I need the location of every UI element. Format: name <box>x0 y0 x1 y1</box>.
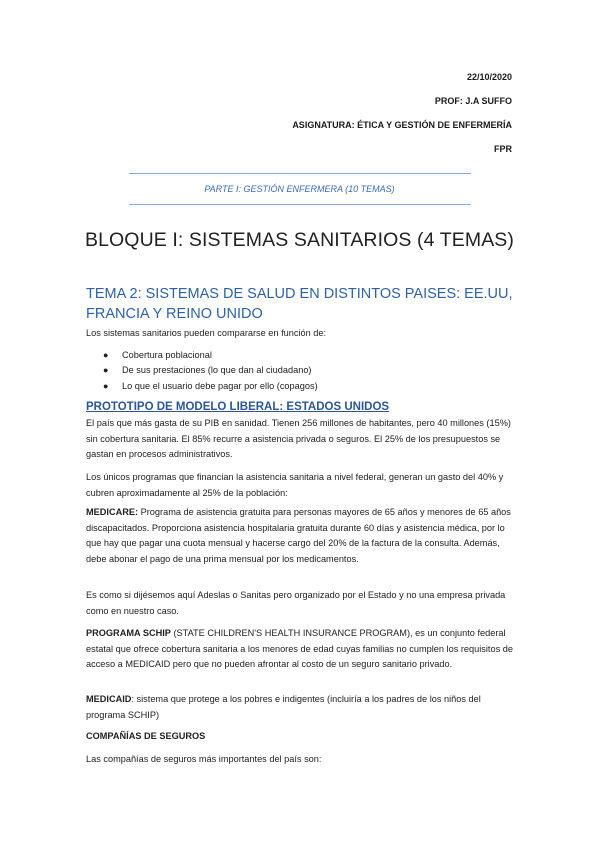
bottom-divider <box>129 204 471 205</box>
bullet-icon: ● <box>103 380 109 391</box>
list-item: ● De sus prestaciones (lo que dan al ciudadano) <box>103 363 318 378</box>
bullet-icon: ● <box>103 365 109 376</box>
header-date: 22/10/2020 <box>466 72 512 82</box>
header-subject: ASIGNATURA: ÉTICA Y GESTIÓN DE ENFERMERÍA <box>292 120 512 130</box>
paragraph-insurers: Las compañías de seguros más importantes del país son: <box>86 754 322 764</box>
header-professor: PROF: J.A SUFFO <box>434 96 512 106</box>
medicare-label: MEDICARE: <box>86 507 139 517</box>
intro-text: Los sistemas sanitarios pueden compararse en función de: <box>86 328 327 338</box>
part-title: PARTE I: GESTIÓN ENFERMERA (10 TEMAS) <box>204 184 395 194</box>
list-item: ● Lo que el usuario debe pagar por ello (copagos) <box>103 379 318 394</box>
section-title: PROTOTIPO DE MODELO LIBERAL: ESTADOS UNIDOS <box>86 401 390 413</box>
criteria-list <box>103 348 318 394</box>
paragraph-medicaid: MEDICAID: sistema que protege a los pobres e indigentes (incluiría a los padres de los niños del programa SCHIP) <box>86 694 481 720</box>
list-item: ● Cobertura poblacional <box>103 348 318 363</box>
schip-label: PROGRAMA SCHIP <box>86 628 171 638</box>
paragraph-medicare: MEDICARE: Programa de asistencia gratuita para personas mayores de 65 años y menores de 65 años discapacitados. Proporciona asistencia hospitalaria gratuita durante 60 días y asistencia médica, por lo que hay que pagar una cuota mensual y hacerse cargo del 20% de la factura de la consulta. Además, debe abonar el pago de una prima mensual por los medicamentos. <box>86 507 511 564</box>
top-divider <box>129 173 471 174</box>
paragraph-comparison: Es como si dijésemos aquí Adeslas o Sanitas pero organizado por el Estado y no una empresa privada como en nuestro caso. <box>86 590 506 616</box>
paragraph-federal-programs: Los únicos programas que financian la asistencia sanitaria a nivel federal, generan un gasto del 40% y cubren aproximadamente al 25% de la población: <box>86 472 504 498</box>
topic-title: TEMA 2: SISTEMAS DE SALUD EN DISTINTOS PAISES: EE.UU, FRANCIA Y REINO UNIDO <box>86 286 513 322</box>
medicaid-label: MEDICAID <box>86 694 132 704</box>
paragraph-spending: El país que más gasta de su PIB en sanidad. Tienen 256 millones de habitantes, pero 40 millones (15%) sin cobertura sanitaria. El 85% recurre a asistencia privada o seguros. El 25% de los presupuestos se gastan en procesos administrativos. <box>86 418 511 459</box>
paragraph-schip: PROGRAMA SCHIP (STATE CHILDREN'S HEALTH INSURANCE PROGRAM), es un conjunto federal estatal que ofrece cobertura sanitaria a los menores de edad cuyas familias no cumplen los requisitos de acceso a MEDICAID pero que no pueden afrontar al costo de un seguro sanitario privado. <box>86 628 513 669</box>
block-title: BLOQUE I: SISTEMAS SANITARIOS (4 TEMAS) <box>84 229 514 251</box>
bullet-icon: ● <box>103 350 109 360</box>
header-group: FPR <box>494 144 512 154</box>
insurance-heading: COMPAÑÍAS DE SEGUROS <box>86 731 206 741</box>
